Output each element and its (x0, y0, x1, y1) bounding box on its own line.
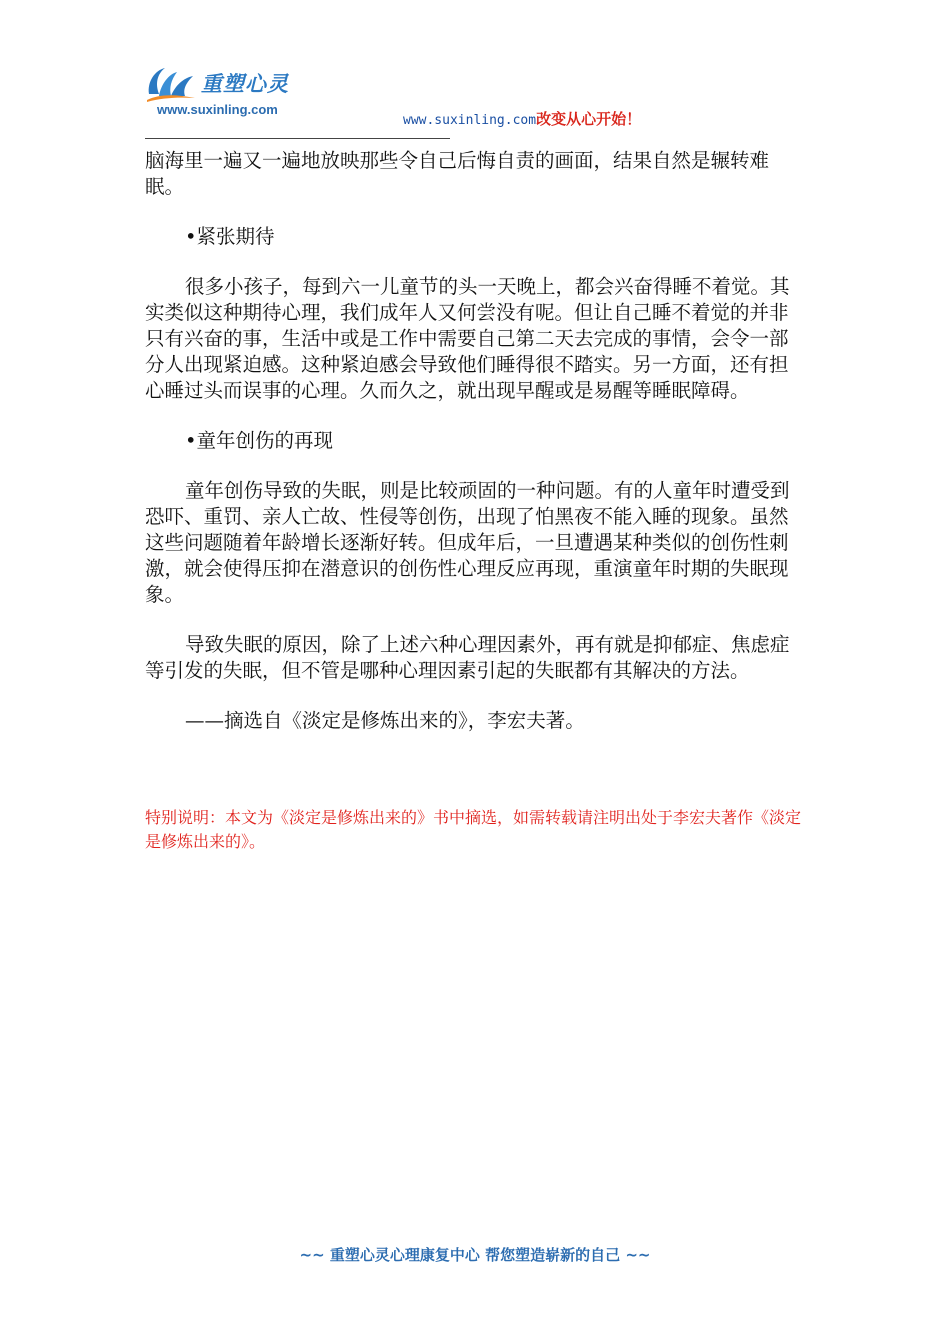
paragraph: 导致失眠的原因，除了上述六种心理因素外，再有就是抑郁症、焦虑症等引发的失眠，但不管是哪种心理因素引起的失眠都有其解决的方法。 (145, 633, 790, 682)
logo-name: 重塑心灵 (201, 72, 289, 96)
article-body (145, 148, 807, 758)
logo-url: www.suxinling.com (157, 102, 278, 117)
section-heading: •童年创伤的再现 (185, 429, 334, 452)
section-heading: •紧张期待 (185, 225, 275, 248)
header-divider (145, 138, 450, 139)
slogan-text: 改变从心开始！ (536, 110, 642, 128)
paragraph: 童年创伤导致的失眠，则是比较顽固的一种问题。有的人童年时遭受到恐吓、重罚、亲人亡故、性侵等创伤，出现了怕黑夜不能入睡的现象。虽然这些问题随着年龄增长逐渐好转。但成年后，一旦遭遇某种类似的创伤性刺激，就会使得压抑在潜意识的创伤性心理反应再现，重演童年时期的失眠现象。 (145, 479, 790, 606)
page-header (145, 62, 805, 142)
page-footer: ~~ 重塑心灵心理康复中心 帮您塑造崭新的自己 ~~ (299, 1246, 651, 1264)
site-url-link[interactable]: www.suxinling.com (403, 113, 537, 128)
paragraph: 脑海里一遍又一遍地放映那些令自己后悔自责的画面，结果自然是辗转难眠。 (145, 149, 770, 198)
logo-swoosh-icon (145, 64, 197, 104)
copyright-note: 特别说明：本文为《淡定是修炼出来的》书中摘选，如需转载请注明出处于李宏夫著作《淡定是修炼出来的》。 (145, 808, 802, 851)
paragraph: 很多小孩子，每到六一儿童节的头一天晚上，都会兴奋得睡不着觉。其实类似这种期待心理，我们成年人又何尝没有呢。但让自己睡不着觉的并非只有兴奋的事，生活中或是工作中需要自己第二天去完成的事情，会令一部分人出现紧迫感。这种紧迫感会导致他们睡得很不踏实。另一方面，还有担心睡过头而误事的心理。久而久之，就出现早醒或是易醒等睡眠障碍。 (145, 275, 790, 402)
source-citation: ——摘选自《淡定是修炼出来的》，李宏夫著。 (185, 709, 585, 732)
site-logo[interactable] (145, 62, 315, 122)
header-slogan (403, 108, 641, 129)
